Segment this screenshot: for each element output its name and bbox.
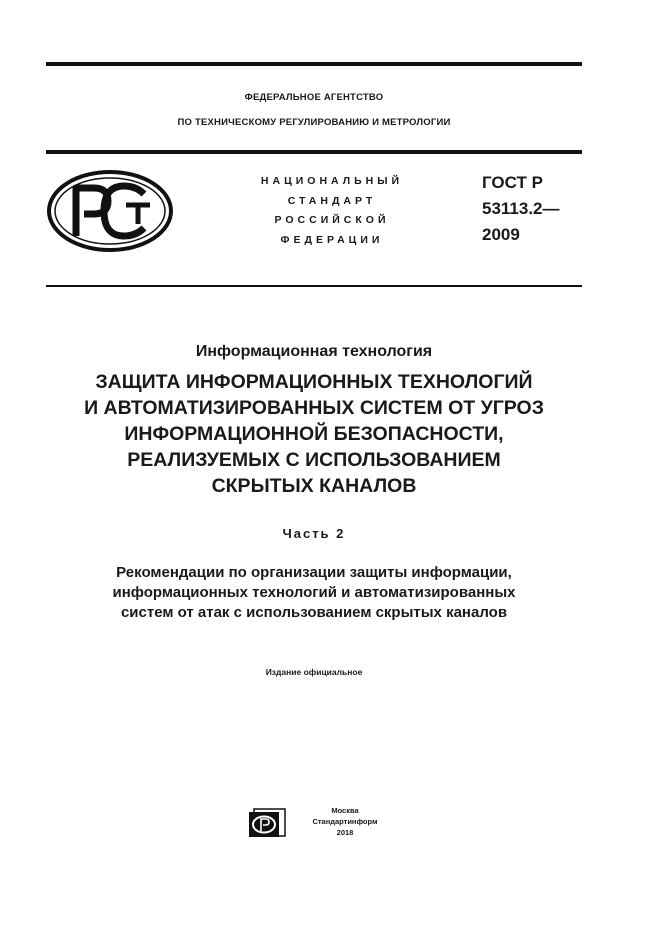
agency-line-2: ПО ТЕХНИЧЕСКОМУ РЕГУЛИРОВАНИЮ И МЕТРОЛОГИИ [177,117,451,128]
standard-line-3: РОССИЙСКОЙ [274,214,390,226]
standard-number [482,170,592,248]
standard-line-4: ФЕДЕРАЦИИ [280,233,384,246]
description-line-1: Рекомендации по организации защиты информации, [116,564,512,581]
top-rule [46,62,582,66]
standartinform-logo-icon [248,808,286,838]
standard-number-line-1: ГОСТ Р [482,173,543,192]
title-line-4: РЕАЛИЗУЕМЫХ С ИСПОЛЬЗОВАНИЕМ [127,449,501,471]
part-description [46,563,582,623]
part-label: Часть 2 [282,526,346,541]
description-line-3: систем от атак с использованием скрытых каналов [120,604,508,621]
edition-label: Издание официальное [265,667,363,677]
title-line-5: СКРЫТЫХ КАНАЛОВ [211,475,417,497]
title-line-1: ЗАЩИТА ИНФОРМАЦИОННЫХ ТЕХНОЛОГИЙ [95,371,533,393]
gost-rst-logo-icon [46,168,174,254]
logo-rule [46,285,582,287]
publisher-city: Москва [331,806,359,815]
title-line-2: И АВТОМАТИЗИРОВАННЫХ СИСТЕМ ОТ УГРОЗ [84,397,544,419]
standard-line-1: НАЦИОНАЛЬНЫЙ [260,175,404,187]
standard-line-2: СТАНДАРТ [287,194,377,207]
publisher-info [300,805,390,838]
document-subtitle: Информационная технология [195,343,433,360]
standard-number-line-3: 2009 [482,225,520,244]
standard-number-line-2: 53113.2— [482,199,560,218]
title-line-3: ИНФОРМАЦИОННОЙ БЕЗОПАСНОСТИ, [124,423,504,445]
description-line-2: информационных технологий и автоматизированных [112,584,516,601]
national-standard-block [232,172,432,250]
header-rule [46,150,582,154]
publisher-year: 2018 [336,828,354,837]
publisher-name: Стандартинформ [312,817,378,826]
document-title [46,369,582,499]
agency-line-1: ФЕДЕРАЛЬНОЕ АГЕНТСТВО [244,92,384,103]
